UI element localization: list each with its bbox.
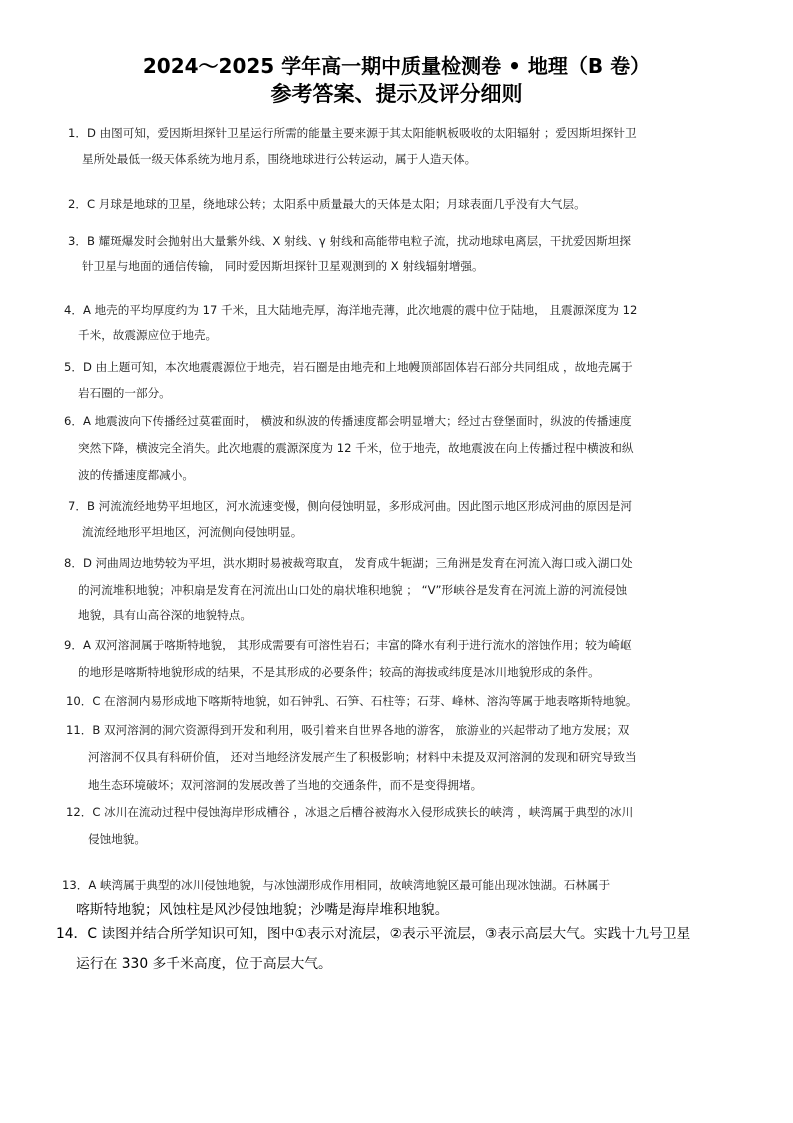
answer-line: 14．C 读图并结合所学知识可知，图中①表示对流层，②表示平流层，③表示高层大气。实践十九号卫星 (56, 926, 691, 942)
answer-line: 的地形是喀斯特地貌形成的结果，不是其形成的必要条件；较高的海拔或纬度是冰川地貌形成的条件。 (78, 665, 600, 679)
page-title: 2024～2025 学年高一期中质量检测卷 • 地理（B 卷） (142, 54, 651, 78)
answer-line: 3．B 耀斑爆发时会抛射出大量紫外线、X 射线、γ 射线和高能带电粒子流，扰动地球电离层，干扰爱因斯坦探 (68, 234, 631, 248)
answer-line: 4．A 地壳的平均厚度约为 17 千米，且大陆地壳厚，海洋地壳薄，此次地震的震中位于陆地， 且震源深度为 12 (64, 303, 638, 317)
answer-line: 的河流堆积地貌；冲积扇是发育在河流出山口处的扇状堆积地貌 ； “V”形峡谷是发育在河流上游的河流侵蚀 (78, 583, 628, 597)
answer-line: 针卫星与地面的通信传输， 同时爱因斯坦探针卫星观测到的 X 射线辐射增强。 (82, 259, 484, 273)
answer-line: 10．C 在溶洞内易形成地下喀斯特地貌，如石钟乳、石笋、石柱等；石芽、峰林、溶沟等属于地表喀斯特地貌。 (66, 694, 638, 708)
answer-line: 千米，故震源应位于地壳。 (78, 328, 218, 342)
answer-line: 波的传播速度都减小。 (78, 468, 194, 482)
answer-line: 12．C 冰川在流动过程中侵蚀海岸形成槽谷 ，冰退之后槽谷被海水入侵形成狭长的峡湾 ，峡湾属于典型的冰川 (66, 805, 634, 819)
answer-line: 河溶洞不仅具有科研价值， 还对当地经济发展产生了积极影响；材料中未提及双河溶洞的发现和研究导致当 (88, 750, 637, 764)
answer-line: 地貌，具有山高谷深的地貌特点。 (78, 608, 252, 622)
answer-line: 13．A 峡湾属于典型的冰川侵蚀地貌，与冰蚀湖形成作用相同，故峡湾地貌区最可能出现冰蚀湖。石林属于 (62, 878, 611, 892)
answer-line: 星所处最低一级天体系统为地月系，围绕地球进行公转运动，属于人造天体。 (82, 152, 477, 166)
answer-line: 6．A 地震波向下传播经过莫霍面时， 横波和纵波的传播速度都会明显增大；经过古登堡面时，纵波的传播速度 (64, 414, 632, 428)
answer-line: 7．B 河流流经地势平坦地区，河水流速变慢，侧向侵蚀明显，多形成河曲。因此图示地区形成河曲的原因是河 (68, 499, 632, 513)
answer-line: 5．D 由上题可知，本次地震震源位于地壳，岩石圈是由地壳和上地幔顶部固体岩石部分共同组成 ，故地壳属于 (64, 360, 633, 374)
answer-line: 地生态环境破坏；双河溶洞的发展改善了当地的交通条件，而不是变得拥堵。 (88, 778, 483, 792)
answer-line: 1．D 由图可知，爱因斯坦探针卫星运行所需的能量主要来源于其太阳能帆板吸收的太阳辐射 ；爱因斯坦探针卫 (68, 126, 637, 140)
page-subtitle: 参考答案、提示及评分细则 (270, 82, 523, 106)
answer-line: 运行在 330 多千米高度，位于高层大气。 (76, 956, 332, 972)
answer-line: 侵蚀地貌。 (88, 832, 146, 846)
answer-line: 突然下降，横波完全消失。此次地震的震源深度为 12 千米，位于地壳，故地震波在向上传播过程中横波和纵 (78, 441, 634, 455)
answer-line: 喀斯特地貌；风蚀柱是风沙侵蚀地貌；沙嘴是海岸堆积地貌。 (76, 902, 449, 918)
answer-line: 流流经地形平坦地区，河流侧向侵蚀明显。 (82, 525, 303, 539)
answer-line: 9．A 双河溶洞属于喀斯特地貌， 其形成需要有可溶性岩石；丰富的降水有利于进行流水的溶蚀作用；较为崎岖 (64, 638, 632, 652)
answer-line: 2．C 月球是地球的卫星，绕地球公转；太阳系中质量最大的天体是太阳；月球表面几乎没有大气层。 (68, 197, 586, 211)
answer-line: 岩石圈的一部分。 (78, 386, 171, 400)
answer-line: 8．D 河曲周边地势较为平坦，洪水期时易被裁弯取直， 发育成牛轭湖；三角洲是发育在河流入海口或入湖口处 (64, 556, 633, 570)
answer-line: 11．B 双河溶洞的洞穴资源得到开发和利用，吸引着来自世界各地的游客， 旅游业的兴起带动了地方发展；双 (66, 723, 630, 737)
